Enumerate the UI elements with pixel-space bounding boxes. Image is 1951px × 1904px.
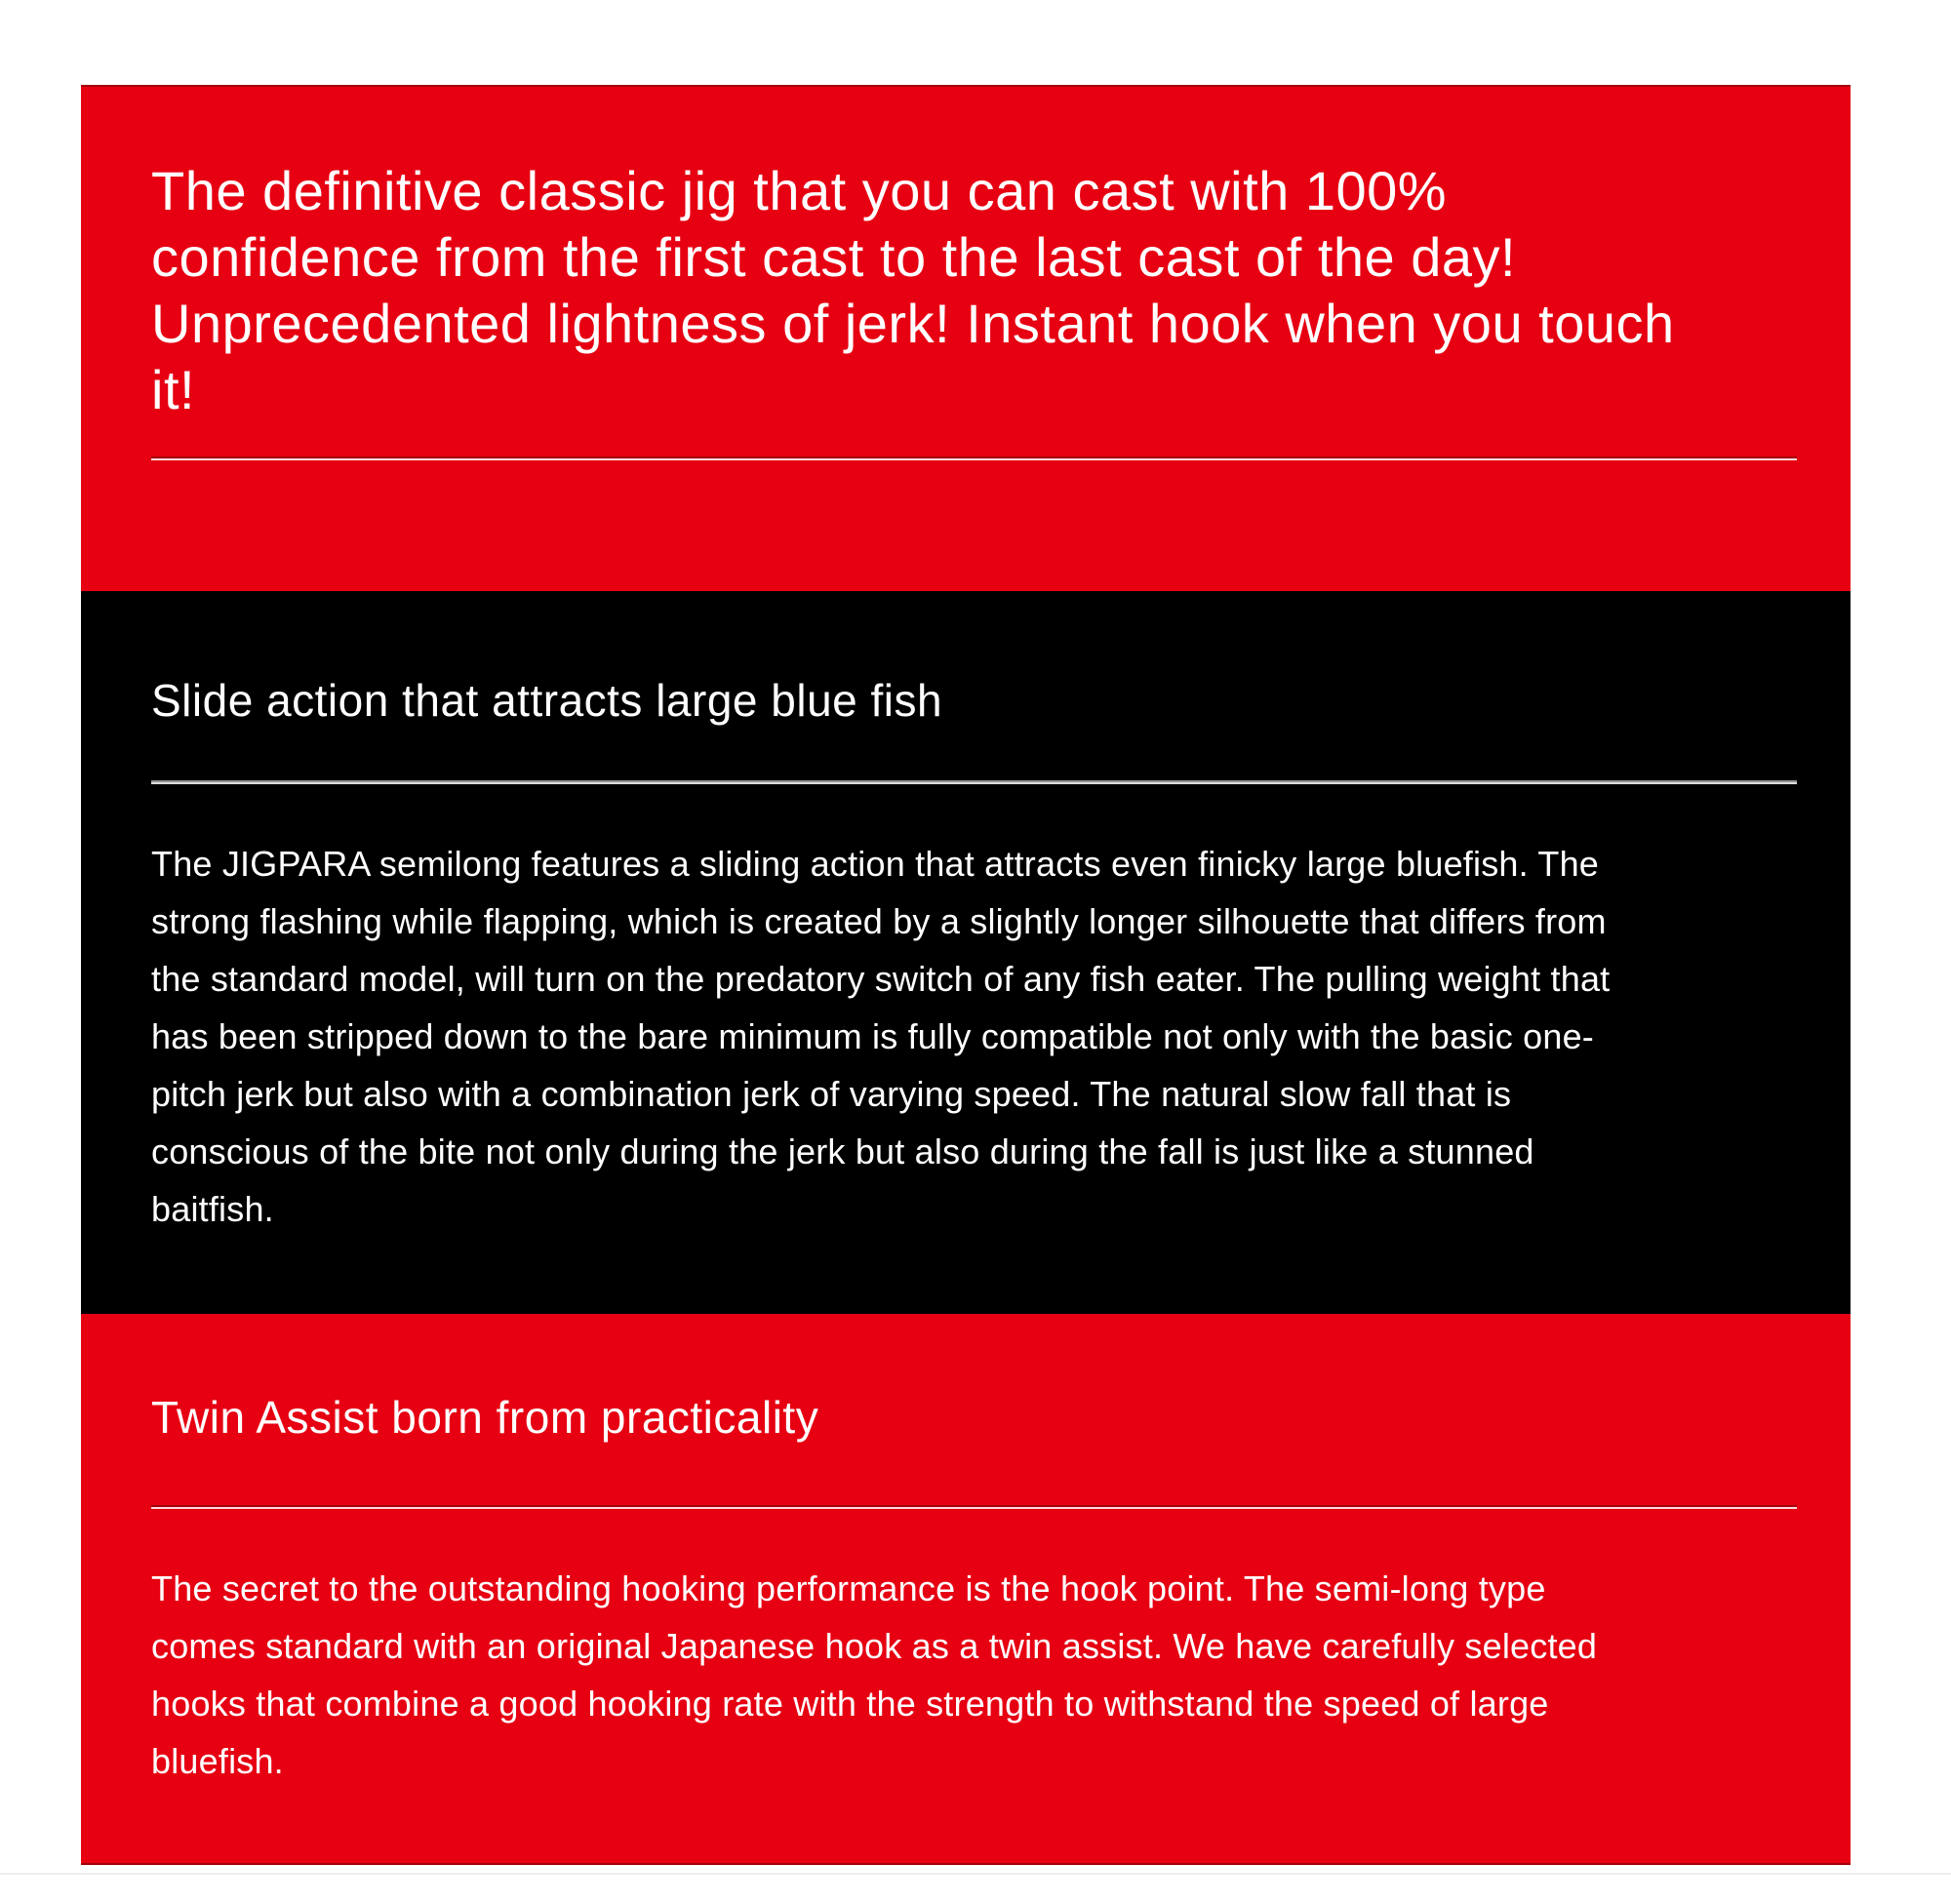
paragraph-line: conscious of the bite not only during the jerk but also during the fall is just like a stunned <box>151 1131 1534 1171</box>
twin-assist-section <box>81 1314 1851 1865</box>
paragraph-line: strong flashing while flapping, which is created by a slightly longer silhouette that differs from <box>151 901 1607 941</box>
paragraph-line: The JIGPARA semilong features a sliding action that attracts even finicky large bluefish. The <box>151 844 1600 884</box>
intro-heading-line: confidence from the first cast to the last cast of the day! <box>151 226 1517 288</box>
twin-assist-title: Twin Assist born from practicality <box>151 1392 819 1443</box>
intro-heading-line: Unprecedented lightness of jerk! Instant hook when you touch <box>151 293 1675 354</box>
paragraph-line: baitfish. <box>151 1189 274 1229</box>
paragraph-line: the standard model, will turn on the predatory switch of any fish eater. The pulling weight that <box>151 959 1611 999</box>
paragraph-line: has been stripped down to the bare minimum is fully compatible not only with the basic one- <box>151 1016 1594 1056</box>
content-column <box>81 85 1851 1865</box>
paragraph-line: hooks that combine a good hooking rate with the strength to withstand the speed of large <box>151 1684 1549 1724</box>
slide-action-section <box>81 591 1851 1314</box>
slide-action-title: Slide action that attracts large blue fish <box>151 675 943 726</box>
paragraph-line: comes standard with an original Japanese hook as a twin assist. We have carefully selected <box>151 1626 1598 1666</box>
intro-heading <box>151 87 1797 423</box>
twin-assist-paragraph <box>151 1509 1797 1790</box>
slide-action-paragraph <box>151 784 1797 1238</box>
paragraph-line: bluefish. <box>151 1741 284 1781</box>
intro-heading-line: it! <box>151 359 196 420</box>
paragraph-line: pitch jerk but also with a combination jerk of varying speed. The natural slow fall that is <box>151 1074 1512 1114</box>
bottom-divider <box>0 1873 1951 1875</box>
intro-divider <box>151 456 1797 460</box>
paragraph-line: The secret to the outstanding hooking performance is the hook point. The semi-long type <box>151 1568 1546 1608</box>
intro-heading-line: The definitive classic jig that you can cast with 100% <box>151 160 1448 221</box>
intro-banner-section <box>81 85 1851 591</box>
